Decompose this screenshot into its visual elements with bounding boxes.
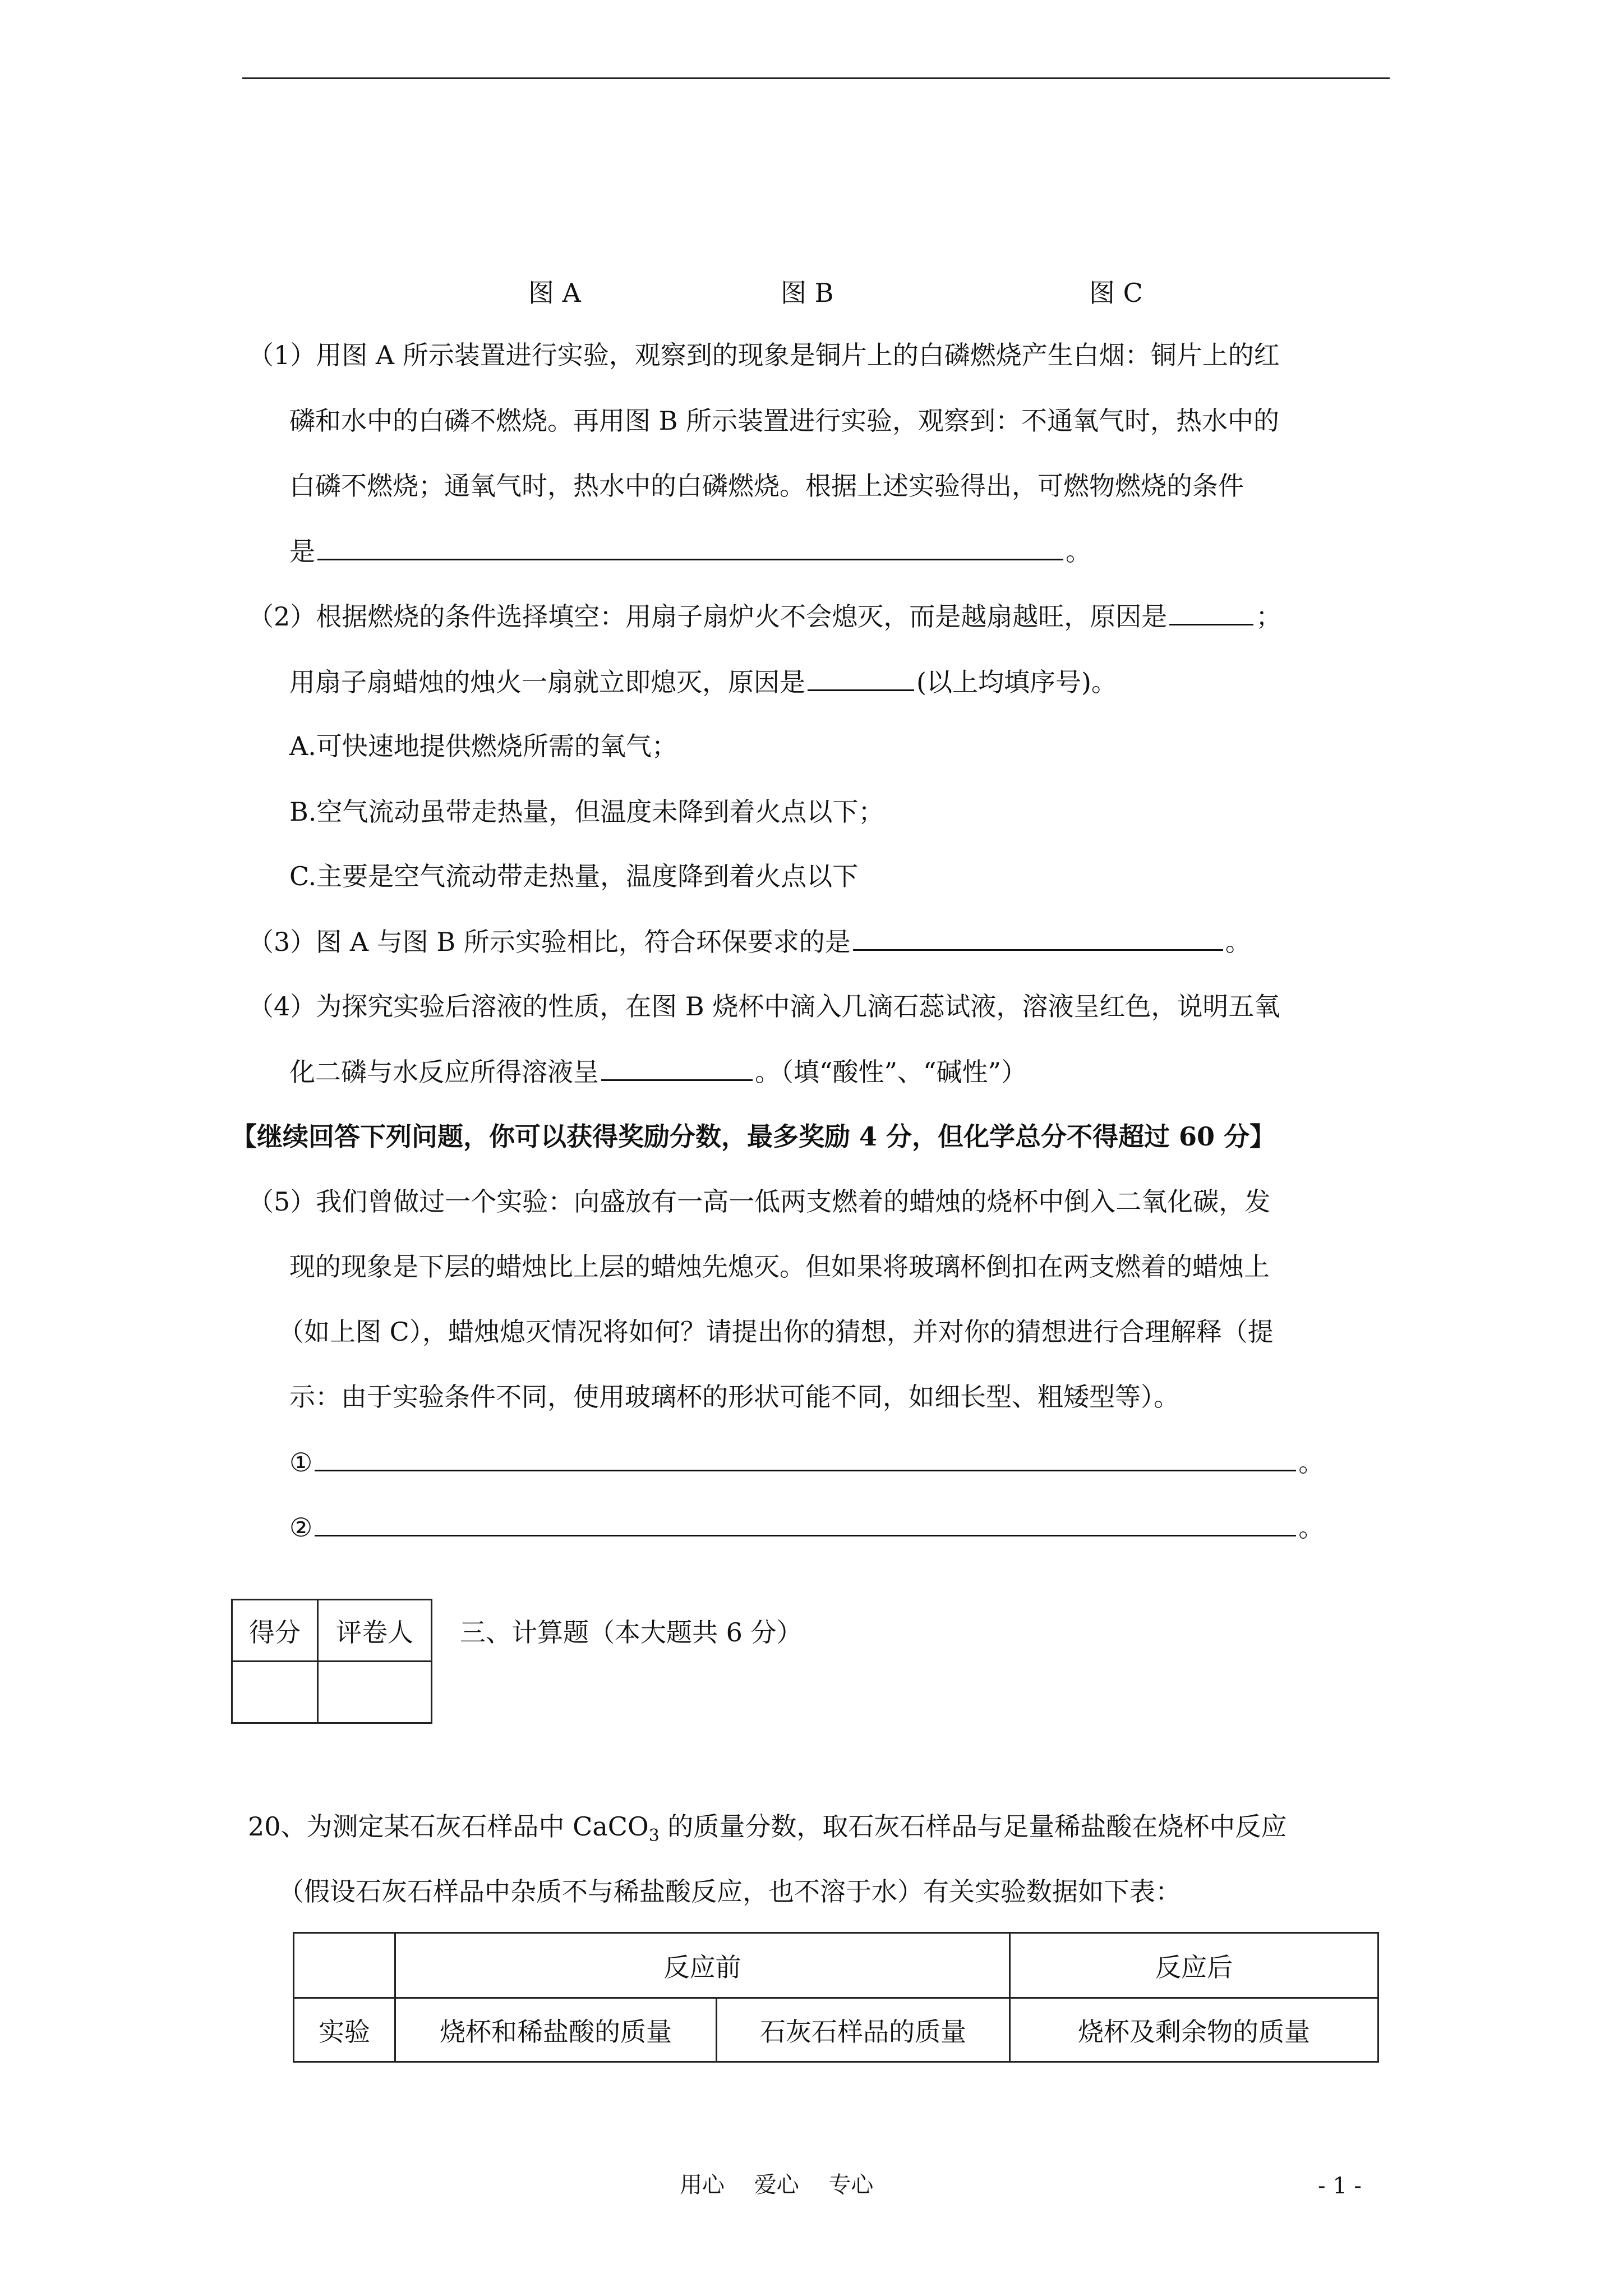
q2-line2-text: 用扇子扇蜡烛的烛火一扇就立即熄灭，原因是 — [289, 667, 805, 697]
q5-answer-1-blank[interactable] — [315, 1445, 1296, 1471]
q1-line4 — [289, 534, 1091, 568]
score-header: 得分 — [232, 1600, 318, 1662]
header-rule — [242, 77, 1390, 79]
q1-line4-prefix: 是 — [289, 536, 315, 567]
q20-line1 — [248, 1810, 1287, 1853]
q20-line1-text: 20、为测定某石灰石样品中 CaCO — [248, 1811, 649, 1842]
q2-option-b: B.空气流动虽带走热量，但温度未降到着火点以下； — [289, 797, 884, 827]
table-col-remaining: 烧杯及剩余物的质量 — [1010, 1998, 1378, 2062]
table-col-sample: 石灰石样品的质量 — [717, 1998, 1010, 2062]
q1-line4-suffix: 。 — [1066, 536, 1091, 567]
q4-line2-text: 化二磷与水反应所得溶液呈 — [289, 1057, 599, 1087]
q2-blank-1[interactable] — [1169, 599, 1253, 625]
q20-line1-rest: 的质量分数，取石灰石样品与足量稀盐酸在烧杯中反应 — [659, 1811, 1287, 1842]
q1-line2: 磷和水中的白磷不燃烧。再用图 B 所示装置进行实验，观察到：不通氧气时，热水中的 — [289, 406, 1280, 436]
q5-answer-1 — [289, 1445, 1324, 1479]
q4-line2-suffix: 。（填“酸性”、“碱性”） — [755, 1057, 1027, 1087]
score-box — [231, 1599, 432, 1724]
table-corner-cell — [294, 1933, 395, 1998]
section-3-title: 三、计算题（本大题共 6 分） — [460, 1617, 803, 1648]
table-col-beaker-acid: 烧杯和稀盐酸的质量 — [395, 1998, 717, 2062]
score-cell[interactable] — [232, 1662, 318, 1723]
q2-option-a: A.可快速地提供燃烧所需的氧气； — [289, 731, 677, 761]
q5-line4: 示：由于实验条件不同，使用玻璃杯的形状可能不同，如细长型、粗矮型等）。 — [289, 1382, 1179, 1412]
q2-option-c: C.主要是空气流动带走热量，温度降到着火点以下 — [289, 861, 859, 891]
q5-answer-1-label: ① — [289, 1447, 313, 1478]
q20-formula-subscript: 3 — [648, 1826, 660, 1846]
grader-header: 评卷人 — [318, 1600, 432, 1662]
experiment-data-table — [293, 1932, 1379, 2063]
q2-line2-suffix: (以上均填序号)。 — [916, 667, 1117, 697]
q2-line2 — [289, 665, 1117, 699]
page-number: - 1 - — [1318, 2173, 1362, 2199]
q2-line1-suffix: ； — [1256, 601, 1282, 632]
q5-answer-2-blank[interactable] — [315, 1510, 1296, 1536]
q20-line2: （假设石灰石样品中杂质不与稀盐酸反应，也不溶于水）有关实验数据如下表： — [278, 1876, 1181, 1907]
bonus-note: 【继续回答下列问题，你可以获得奖励分数，最多奖励 4 分，但化学总分不得超过 60 分】 — [231, 1121, 1276, 1152]
grader-cell[interactable] — [318, 1662, 432, 1723]
table-header-before: 反应前 — [395, 1933, 1010, 1998]
q2-line1-text: （2）根据燃烧的条件选择填空：用扇子扇炉火不会熄灭，而是越扇越旺，原因是 — [248, 601, 1168, 632]
q5-answer-2 — [289, 1510, 1324, 1544]
q2-line1 — [248, 599, 1281, 633]
q5-line2: 现的现象是下层的蜡烛比上层的蜡烛先熄灭。但如果将玻璃杯倒扣在两支燃着的蜡烛上 — [289, 1251, 1270, 1282]
q2-blank-2[interactable] — [808, 665, 914, 691]
q1-line1: （1）用图 A 所示装置进行实验，观察到的现象是铜片上的白磷燃烧产生白烟：铜片上的红 — [248, 340, 1280, 370]
q1-line3: 白磷不燃烧；通氧气时，热水中的白磷燃烧。根据上述实验得出，可燃物燃烧的条件 — [289, 471, 1244, 501]
figure-c-caption: 图 C — [1089, 278, 1143, 308]
q3-text: （3）图 A 与图 B 所示实验相比，符合环保要求的是 — [248, 927, 851, 957]
q5-line3: （如上图 C），蜡烛熄灭情况将如何？请提出你的猜想，并对你的猜想进行合理解释（提 — [278, 1317, 1274, 1347]
table-header-after: 反应后 — [1010, 1933, 1378, 1998]
figure-b-caption: 图 B — [781, 278, 834, 308]
q5-answer-1-end: 。 — [1298, 1447, 1325, 1478]
q5-answer-2-end: 。 — [1298, 1512, 1325, 1543]
q4-answer-blank[interactable] — [601, 1055, 753, 1081]
q3-suffix: 。 — [1225, 927, 1251, 957]
table-row-label: 实验 — [294, 1998, 395, 2062]
footer-motto: 用心 爱心 专心 — [680, 2172, 874, 2198]
q3-line — [248, 924, 1251, 959]
q4-line2 — [289, 1055, 1027, 1089]
q5-answer-2-label: ② — [289, 1512, 313, 1543]
figure-a-caption: 图 A — [528, 278, 581, 308]
q1-answer-blank[interactable] — [317, 534, 1063, 560]
q4-line1: （4）为探究实验后溶液的性质，在图 B 烧杯中滴入几滴石蕊试液，溶液呈红色，说明五氧 — [248, 991, 1280, 1022]
q5-line1: （5）我们曾做过一个实验：向盛放有一高一低两支燃着的蜡烛的烧杯中倒入二氧化碳，发 — [248, 1186, 1271, 1217]
q3-answer-blank[interactable] — [853, 924, 1223, 951]
